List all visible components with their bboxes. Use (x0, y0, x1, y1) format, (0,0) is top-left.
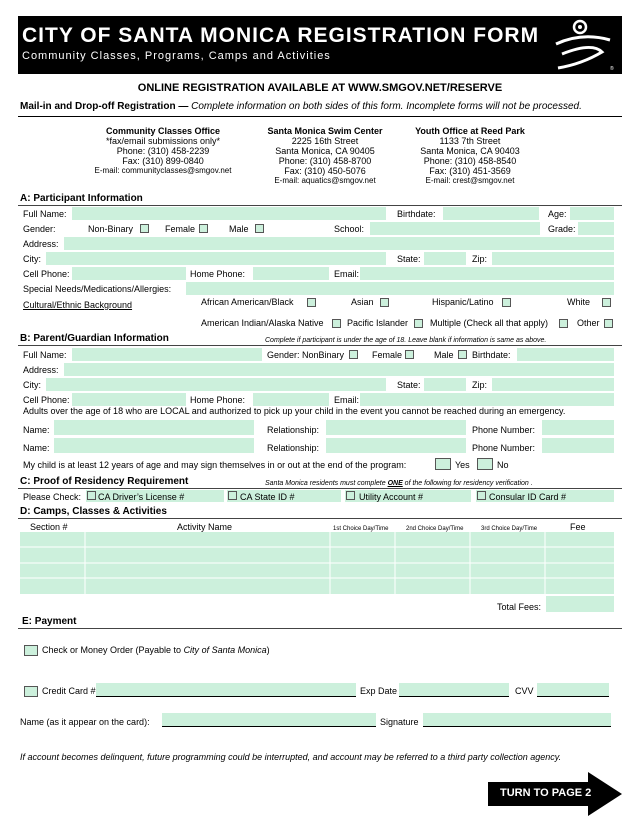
total-fees-label: Total Fees: (497, 602, 542, 612)
guardian-address-label: Address: (23, 365, 59, 375)
white-checkbox[interactable] (602, 298, 611, 307)
hispanic-checkbox[interactable] (502, 298, 511, 307)
address-label: Address: (23, 239, 59, 249)
guardian-birthdate-field[interactable] (517, 348, 614, 361)
age-field[interactable] (570, 207, 614, 220)
guardian-full-name-field[interactable] (72, 348, 262, 361)
female-checkbox[interactable] (199, 224, 208, 233)
drivers-license-label: CA Driver’s License # (98, 492, 185, 502)
authorized-adults-text: Adults over the age of 18 who are LOCAL and authorized to pick up your child in the event you cannot be reached during an emergency. (23, 406, 566, 416)
guardian-female-checkbox[interactable] (405, 350, 414, 359)
state-id-label: CA State ID # (240, 492, 295, 502)
contact2-name-label: Name: (23, 443, 50, 453)
office-email: E-mail: aquatics@smgov.net (274, 176, 376, 185)
multiple-label: Multiple (Check all that apply) (430, 318, 549, 328)
col-section: Section # (30, 522, 68, 532)
section-d-rule (18, 518, 622, 519)
city-label: City: (23, 254, 41, 264)
guardian-email-label: Email: (334, 395, 360, 405)
guardian-gender-label: Gender: NonBinary (267, 350, 345, 360)
guardian-full-name-label: Full Name: (23, 350, 67, 360)
drivers-license-checkbox[interactable] (87, 491, 96, 500)
home-phone-field[interactable] (253, 267, 329, 280)
guardian-city-field[interactable] (46, 378, 386, 391)
section-a-rule (18, 205, 622, 206)
office-line: Fax: (310) 450-5076 (284, 166, 366, 176)
note-emphasis: ONE (387, 480, 403, 487)
office-line: Fax: (310) 451-3569 (429, 166, 511, 176)
credit-card-field[interactable] (96, 683, 356, 697)
age-label: Age: (548, 209, 567, 219)
guardian-home-label: Home Phone: (190, 395, 246, 405)
school-label: School: (334, 224, 365, 234)
svg-text:®: ® (610, 66, 614, 72)
consular-id-label: Consular ID Card # (489, 492, 567, 502)
section-b-rule (18, 345, 622, 346)
office-name: Santa Monica Swim Center (267, 126, 383, 136)
state-field[interactable] (424, 252, 466, 265)
contact1-relationship-label: Relationship: (267, 425, 320, 435)
asian-label: Asian (351, 297, 374, 307)
contact2-relationship-label: Relationship: (267, 443, 320, 453)
office-swim-center (255, 126, 395, 186)
multiple-checkbox[interactable] (559, 319, 568, 328)
state-id-checkbox[interactable] (228, 491, 237, 500)
city-logo-icon (552, 18, 618, 72)
col-activity-name: Activity Name (177, 522, 233, 532)
guardian-zip-label: Zip: (472, 380, 488, 390)
check-text-end: ) (266, 645, 270, 655)
signature-label: Signature (380, 717, 419, 727)
guardian-state-field[interactable] (424, 378, 466, 391)
office-line: Fax: (310) 899-0840 (122, 156, 204, 166)
note-text: of the following for residency verification . (402, 480, 533, 487)
mail-in-instructions: Complete information on both sides of this form. Incomplete forms will not be processed. (191, 101, 582, 112)
birthdate-field[interactable] (443, 207, 539, 220)
utility-account-checkbox[interactable] (346, 491, 355, 500)
guardian-zip-field[interactable] (492, 378, 614, 391)
section-a-title: A: Participant Information (20, 193, 143, 204)
contact2-name-field[interactable] (54, 438, 254, 453)
american-indian-checkbox[interactable] (332, 319, 341, 328)
sign-yes-box[interactable] (435, 458, 451, 470)
american-indian-label: American Indian/Alaska Native (201, 318, 324, 328)
note-text: Santa Monica residents must complete (265, 480, 388, 487)
cell-phone-label: Cell Phone: (23, 269, 70, 279)
pacific-islander-label: Pacific Islander (347, 318, 409, 328)
section-b-title: B: Parent/Guardian Information (20, 333, 169, 344)
home-phone-label: Home Phone: (190, 269, 246, 279)
hispanic-label: Hispanic/Latino (432, 297, 494, 307)
office-line: 1133 7th Street (439, 136, 501, 146)
office-line: Santa Monica, CA 90405 (275, 146, 375, 156)
col-first-choice: 1st Choice Day/Time (333, 526, 389, 532)
office-line: 2225 16th Street (291, 136, 359, 146)
grade-field[interactable] (578, 222, 614, 235)
guardian-email-field[interactable] (360, 393, 614, 406)
section-d-title: D: Camps, Classes & Activities (20, 506, 167, 517)
nonbinary-checkbox[interactable] (140, 224, 149, 233)
zip-label: Zip: (472, 254, 488, 264)
guardian-cell-label: Cell Phone: (23, 395, 70, 405)
section-e-title: E: Payment (22, 616, 77, 627)
male-label: Male (229, 224, 249, 234)
guardian-city-label: City: (23, 380, 41, 390)
birthdate-label: Birthdate: (397, 209, 436, 219)
school-field[interactable] (370, 222, 540, 235)
office-email: E-mail: crest@smgov.net (425, 176, 515, 185)
check-money-order-label (42, 645, 270, 656)
guardian-female-label: Female (372, 350, 403, 360)
office-email: E-mail: communityclasses@smgov.net (94, 166, 232, 175)
office-line: Phone: (310) 458-8700 (278, 156, 372, 166)
email-label: Email: (334, 269, 360, 279)
african-american-checkbox[interactable] (307, 298, 316, 307)
turn-to-page-2: TURN TO PAGE 2 (500, 787, 592, 799)
contact2-relationship-field[interactable] (326, 438, 466, 453)
col-fee: Fee (570, 522, 586, 532)
contact1-phone-label: Phone Number: (472, 425, 536, 435)
office-youth-reed-park (400, 126, 540, 186)
total-fees-field[interactable] (546, 596, 614, 612)
guardian-male-label: Male (434, 350, 454, 360)
full-name-field[interactable] (72, 207, 386, 220)
other-label: Other (577, 318, 600, 328)
email-field[interactable] (360, 267, 614, 280)
divider (18, 116, 622, 117)
sign-yes-label: Yes (455, 460, 470, 470)
african-american-label: African American/Black (201, 297, 294, 307)
mail-in-title: Mail-in and Drop-off Registration — (20, 101, 189, 112)
credit-card-box[interactable] (24, 686, 38, 697)
delinquency-notice: If account becomes delinquent, future programming could be interrupted, and account may be referred to a third party collection agency. (20, 752, 562, 762)
form-subtitle: Community Classes, Programs, Camps and Activities (22, 50, 331, 62)
grade-label: Grade: (548, 224, 576, 234)
online-registration-text: ONLINE REGISTRATION AVAILABLE AT WWW.SMGOV.NET/RESERVE (137, 82, 503, 94)
section-e-rule (18, 628, 622, 629)
special-needs-field[interactable] (186, 282, 614, 295)
guardian-birthdate-label: Birthdate: (472, 350, 511, 360)
check-money-order-box[interactable] (24, 645, 38, 656)
utility-account-label: Utility Account # (359, 492, 424, 502)
credit-card-label: Credit Card # (42, 686, 96, 696)
cvv-field[interactable] (537, 683, 609, 697)
check-payee: City of Santa Monica (183, 645, 267, 655)
contact1-name-label: Name: (23, 425, 50, 435)
sign-in-out-text: My child is at least 12 years of age and may sign themselves in or out at the end of the program: (23, 460, 407, 470)
office-line: Santa Monica, CA 90403 (420, 146, 520, 156)
col-third-choice: 3rd Choice Day/Time (481, 526, 538, 532)
guardian-home-field[interactable] (253, 393, 329, 406)
guardian-state-label: State: (397, 380, 421, 390)
mail-in-notice (20, 101, 582, 112)
female-label: Female (165, 224, 196, 234)
office-name: Community Classes Office (105, 126, 221, 136)
sign-no-box[interactable] (477, 458, 493, 470)
cardholder-name-label: Name (as it appear on the card): (20, 717, 150, 727)
contact2-phone-field[interactable] (542, 438, 614, 453)
col-second-choice: 2nd Choice Day/Time (406, 526, 464, 532)
contact1-relationship-field[interactable] (326, 420, 466, 435)
office-line: Phone: (310) 458-2239 (116, 146, 210, 156)
office-community-classes (88, 126, 238, 176)
sign-no-label: No (497, 460, 509, 470)
exp-date-label: Exp Date (360, 686, 398, 696)
special-needs-label: Special Needs/Medications/Allergies: (23, 284, 172, 294)
state-label: State: (397, 254, 421, 264)
asian-checkbox[interactable] (380, 298, 389, 307)
cultural-background-label: Cultural/Ethnic Background (23, 300, 133, 310)
guardian-male-checkbox[interactable] (458, 350, 467, 359)
please-check-label: Please Check: (23, 492, 82, 502)
city-field[interactable] (46, 252, 386, 265)
contact1-phone-field[interactable] (542, 420, 614, 435)
full-name-label: Full Name: (23, 209, 67, 219)
contact1-name-field[interactable] (54, 420, 254, 435)
other-checkbox[interactable] (604, 319, 613, 328)
cardholder-name-field[interactable] (162, 713, 376, 727)
guardian-address-field[interactable] (64, 363, 614, 376)
office-line: *fax/email submissions only* (105, 136, 221, 146)
activities-table[interactable] (20, 532, 614, 594)
male-checkbox[interactable] (255, 224, 264, 233)
contact2-phone-label: Phone Number: (472, 443, 536, 453)
guardian-cell-field[interactable] (72, 393, 186, 406)
guardian-nonbinary-checkbox[interactable] (349, 350, 358, 359)
form-title: CITY OF SANTA MONICA REGISTRATION FORM (22, 24, 540, 47)
nonbinary-label: Non-Binary (88, 224, 134, 234)
consular-id-checkbox[interactable] (477, 491, 486, 500)
check-text: Check or Money Order (Payable to (42, 645, 184, 655)
white-label: White (567, 297, 591, 307)
cvv-label: CVV (515, 686, 534, 696)
zip-field[interactable] (492, 252, 614, 265)
exp-date-field[interactable] (399, 683, 509, 697)
office-line: Phone: (310) 458-8540 (423, 156, 517, 166)
office-name: Youth Office at Reed Park (415, 126, 525, 136)
section-c-rule (18, 488, 622, 489)
gender-label: Gender: (23, 224, 56, 234)
section-c-title: C: Proof of Residency Requirement (20, 476, 189, 487)
section-b-note: Complete if participant is under the age of 18. Leave blank if information is same as above. (265, 337, 547, 344)
address-field[interactable] (64, 237, 614, 250)
cell-phone-field[interactable] (72, 267, 186, 280)
signature-field[interactable] (423, 713, 611, 727)
pacific-islander-checkbox[interactable] (414, 319, 423, 328)
